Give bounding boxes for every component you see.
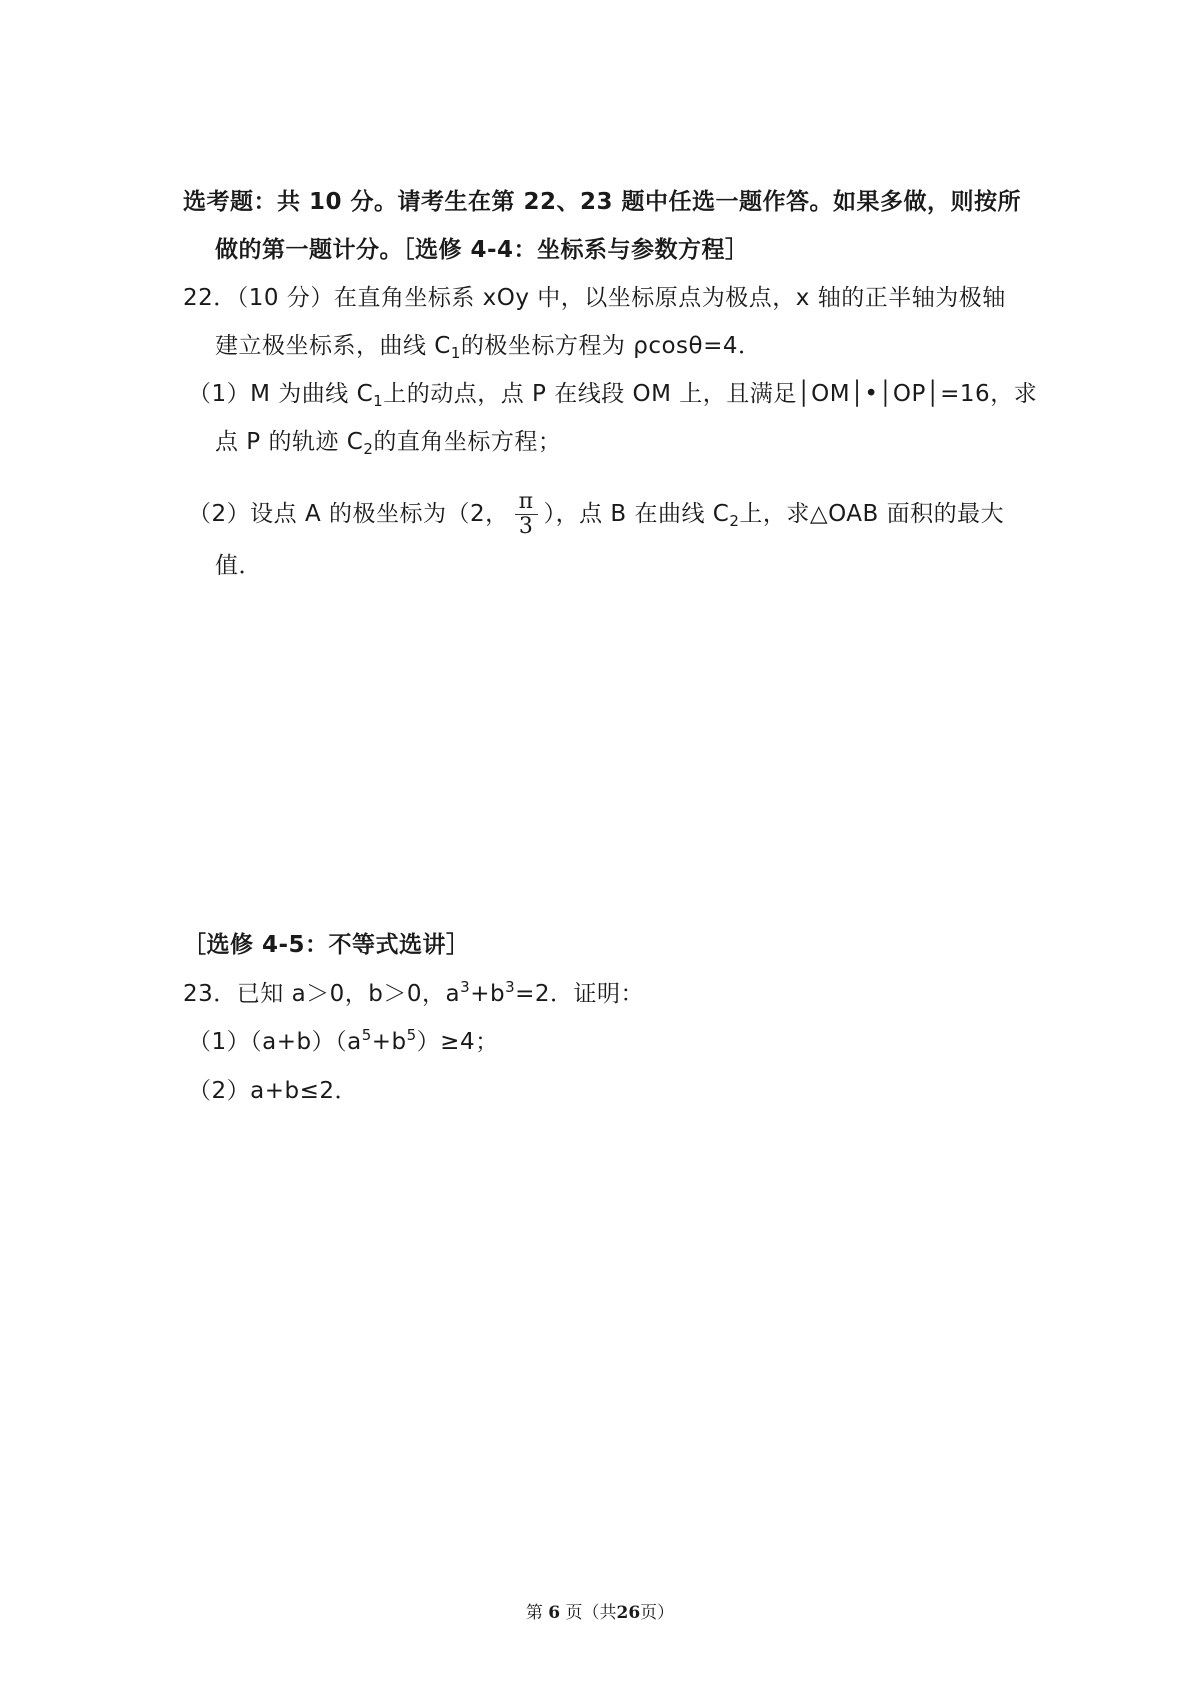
section-a-line-2: 做的第一题计分。［选修 4-4：坐标系与参数方程］: [215, 237, 749, 263]
section-b-title: ［选修 4-5：不等式选讲］: [183, 932, 470, 958]
q22-line-2: 建立极坐标系，曲线 $C_1$的极坐标方程为 ρcosθ=4．: [215, 333, 762, 362]
q22-line-1: 22．（10 分）在直角坐标系 xOy 中，以坐标原点为极点，x 轴的正半轴为极轴: [183, 285, 1006, 311]
section-a-line-1: 选考题：共 10 分。请考生在第 22、23 题中任选一题作答。如果多做，则按所: [183, 189, 1022, 215]
q23-line-1: 23．已知 a＞0，b＞0，$a^3+b^3=2$．证明：: [183, 978, 645, 1007]
q22-part-1-line-2: 点 P 的轨迹 $C_2$的直角坐标方程；: [215, 429, 562, 458]
q22-part-1-line-1: （1）M 为曲线 $C_1$上的动点，点 P 在线段 OM 上，且满足│OM│•│OP│=16，求: [188, 381, 1038, 410]
q23-part-2: （2）a+b≤2．: [188, 1078, 359, 1104]
q22-part-2-line-1: （2）设点 A 的极坐标为（2， $\frac{\pi}{3}$ ），点 B 在曲线 $C_2$上，求△OAB 面积的最大: [188, 489, 1005, 539]
q23-part-1: $(1)(a+b)(a^5+b^5)\ge 4$；: [188, 1026, 499, 1055]
page-number: 6: [548, 1603, 561, 1623]
page-total: 26: [616, 1603, 641, 1623]
q22-part-2-line-2: 值．: [215, 553, 262, 579]
pi-over-3-fraction: $\frac{\pi}{3}$: [515, 490, 538, 539]
page-footer: 第 6 页（共26页）: [525, 1603, 675, 1623]
